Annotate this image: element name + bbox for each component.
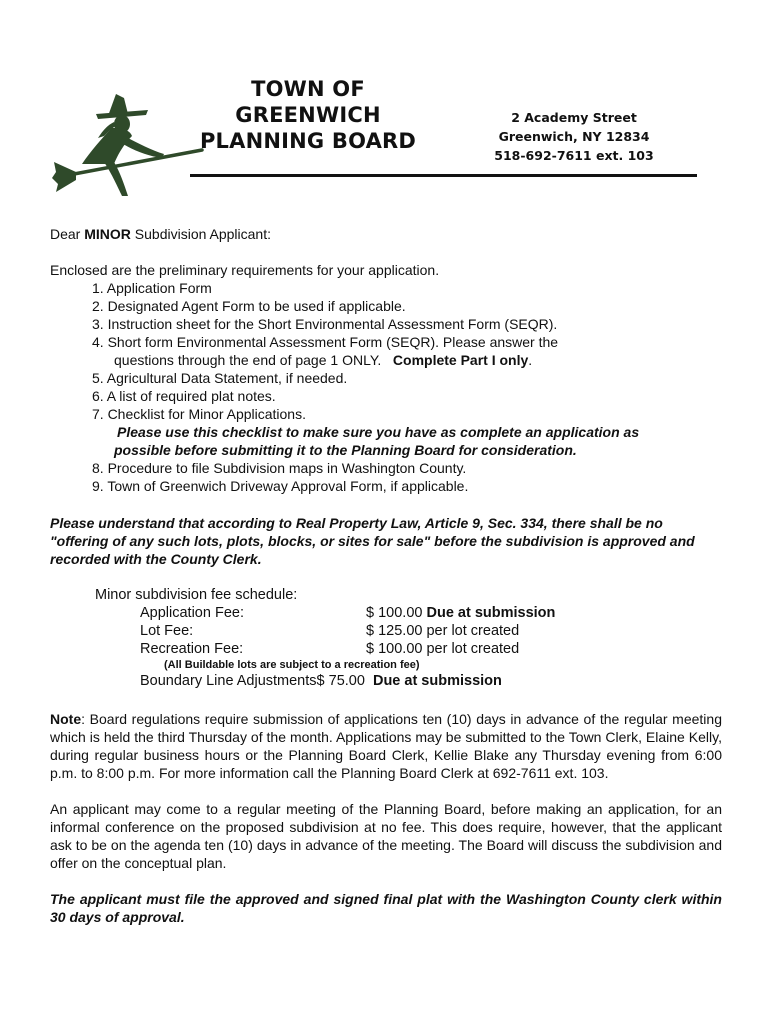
address-street: 2 Academy Street [511, 110, 637, 125]
salutation [50, 225, 722, 243]
requirements-list [50, 279, 722, 351]
letterhead [0, 0, 770, 200]
requirement-4-continued [50, 351, 722, 369]
intro-text: Enclosed are the preliminary requirements for your application. [50, 262, 440, 278]
note-label: Note [50, 711, 82, 727]
req4-bold: Complete Part I only [392, 352, 529, 368]
fee-row-recreation [50, 640, 722, 658]
checklist-notice-line-1: Please use this checklist to make sure you have as complete an application as [117, 424, 640, 440]
fee-schedule [50, 586, 722, 690]
fee-label: Boundary Line Adjustments [140, 673, 317, 689]
title-line: GREENWICH [235, 103, 381, 127]
conference-paragraph: An applicant may come to a regular meeting of the Planning Board, before making an application, for an informal conference on the proposed subdivision at no fee. This does require, however, that the applicant ask to be on the agenda ten (10) days in advance of the meeting. The Board will discuss the subdivision and offer on the conceptual plan. [50, 801, 722, 871]
fee-due-bold: Due at submission [426, 605, 556, 621]
list-item: 8. Procedure to file Subdivision maps in Washington County. [92, 460, 467, 476]
note-paragraph [50, 710, 722, 782]
salutation-pre: Dear [50, 226, 85, 242]
list-item: 9. Town of Greenwich Driveway Approval Form, if applicable. [92, 478, 469, 494]
address-block [478, 108, 670, 165]
salutation-bold: MINOR [84, 226, 131, 242]
title-line: PLANNING BOARD [199, 129, 417, 153]
recreation-fee-note: (All Buildable lots are subject to a recreation fee) [164, 659, 420, 671]
req4-text: questions through the end of page 1 ONLY. [114, 352, 393, 368]
fee-row-application [50, 604, 722, 622]
list-item: 7. Checklist for Minor Applications. [92, 406, 306, 422]
closing-notice: The applicant must file the approved and signed final plat with the Washington County clerk within 30 days of approval. [50, 891, 722, 925]
fee-amount [317, 672, 502, 690]
fee-amount [366, 604, 555, 622]
requirements-list-3 [50, 459, 722, 495]
address-city: Greenwich, NY 12834 [498, 129, 650, 144]
fee-label: Lot Fee: [140, 623, 194, 639]
fee-label: Recreation Fee: [140, 641, 244, 657]
letter-body [50, 225, 722, 926]
list-item: 1. Application Form [92, 280, 212, 296]
fee-label: Application Fee: [140, 605, 244, 621]
salutation-post: Subdivision Applicant: [130, 226, 271, 242]
list-item: 4. Short form Environmental Assessment Form (SEQR). Please answer the [92, 334, 559, 350]
list-item: 3. Instruction sheet for the Short Environmental Assessment Form (SEQR). [92, 316, 558, 332]
requirements-list-2 [50, 369, 722, 423]
note-text: : Board regulations require submission of applications ten (10) days in advance of the regular meeting which is held the third Thursday of the month. Applications may be submitted to the Town Clerk, Elaine Kelly, during regular business hours or the Planning Board Clerk, Kellie Blake any Thursday evening from 6:00 p.m. to 8:00 p.m. For more information call the Planning Board Clerk at 692-7611 ext. 103. [50, 711, 722, 781]
title-line: TOWN OF [251, 77, 365, 101]
fee-schedule-heading: Minor subdivision fee schedule: [95, 587, 298, 603]
list-item: 2. Designated Agent Form to be used if applicable. [92, 298, 406, 314]
fee-amount-text: $ 100.00 [366, 605, 427, 621]
header-divider [190, 174, 697, 177]
fee-row-lot [50, 622, 722, 640]
list-item: 6. A list of required plat notes. [92, 388, 276, 404]
checklist-notice-line-2: possible before submitting it to the Planning Board for consideration. [114, 442, 577, 458]
planning-board-title [180, 76, 436, 154]
fee-row-boundary [50, 672, 722, 690]
fee-amount: $ 125.00 per lot created [366, 623, 520, 639]
address-phone: 518-692-7611 ext. 103 [494, 148, 654, 163]
fee-due-bold: Due at submission [372, 673, 502, 689]
list-item: 5. Agricultural Data Statement, if needed. [92, 370, 348, 386]
fee-amount: $ 100.00 per lot created [366, 641, 520, 657]
fee-amount-text: $ 75.00 [316, 673, 373, 689]
legal-notice: Please understand that according to Real Property Law, Article 9, Sec. 334, there shall be no "offering of any such lots, plots, blocks, or sites for sale" before the subdivision is approved and recorded with the County Clerk. [50, 515, 695, 567]
req4-end: . [528, 352, 533, 368]
